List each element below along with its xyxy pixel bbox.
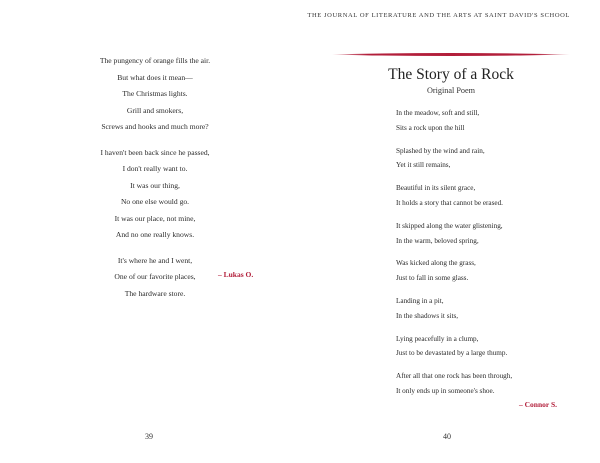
- poem-line: In the warm, beloved spring,: [396, 236, 479, 245]
- poem-line: It was our thing,: [130, 180, 180, 190]
- poem-line: It holds a story that cannot be erased.: [396, 198, 503, 207]
- poem-line: In the meadow, soft and still,: [396, 109, 480, 117]
- running-header: THE JOURNAL OF LITERATURE AND THE ARTS AT SAINT DAVID'S SCHOOL: [307, 12, 570, 19]
- right-stanza-2: [396, 144, 586, 174]
- poem-line: Splashed by the wind and rain,: [396, 146, 485, 155]
- poem-line: Just to be devastated by a large thump.: [396, 349, 508, 358]
- right-stanza-8: [396, 369, 586, 399]
- right-stanza-4: [396, 219, 586, 249]
- poem-line: I don't really want to.: [122, 164, 188, 173]
- right-stanza-1: [396, 106, 586, 136]
- page-number-left: 39: [145, 432, 153, 441]
- poem-line: But what does it mean—: [117, 72, 193, 82]
- poem-subtitle: Original Poem: [427, 86, 475, 95]
- poem-line: The hardware store.: [124, 288, 186, 298]
- poem-line: Was kicked along the grass,: [396, 259, 476, 268]
- poem-line: Screws and hooks and much more?: [101, 122, 209, 131]
- right-stanza-3: [396, 181, 586, 211]
- right-author-signature: – Connor S.: [519, 400, 557, 409]
- right-poem: [396, 106, 586, 407]
- page-number-right: 40: [443, 432, 451, 441]
- right-stanza-5: [396, 256, 586, 286]
- poem-title: The Story of a Rock: [388, 66, 514, 83]
- poem-line: Yet it still remains,: [396, 161, 451, 170]
- poem-line: The Christmas lights.: [122, 89, 188, 98]
- poem-line: Grill and smokers,: [126, 105, 184, 115]
- poem-line: No one else would go.: [120, 197, 190, 206]
- poem-line: It's where he and I went,: [117, 255, 193, 265]
- poem-line: Sits a rock upon the hill: [396, 123, 465, 132]
- poem-line: Beautiful in its silent grace,: [396, 184, 476, 193]
- poem-line: Landing in a pit,: [396, 296, 444, 305]
- right-stanza-6: [396, 294, 586, 324]
- left-author-signature: – Lukas O.: [218, 270, 254, 279]
- poem-line: In the shadows it sits,: [396, 311, 459, 320]
- left-stanza-1: [55, 53, 255, 136]
- right-stanza-7: [396, 332, 586, 362]
- poem-line: After all that one rock has been through,: [396, 372, 513, 381]
- poem-line: Lying peacefully in a clump,: [396, 334, 479, 343]
- poem-line: Just to fall in some glass.: [396, 274, 469, 283]
- title-accent-bar: [332, 52, 570, 57]
- poem-line: I haven't been back since he passed,: [100, 147, 210, 157]
- poem-line: One of our favorite places,: [114, 272, 196, 281]
- poem-line: It skipped along the water glistening,: [396, 221, 503, 230]
- poem-line: And no one really knows.: [115, 230, 195, 239]
- poem-line: The pungency of orange fills the air.: [99, 56, 211, 65]
- poem-line: It was our place, not mine,: [114, 213, 196, 223]
- poem-line: It only ends up in someone's shoe.: [396, 386, 495, 395]
- left-stanza-2: [55, 145, 255, 244]
